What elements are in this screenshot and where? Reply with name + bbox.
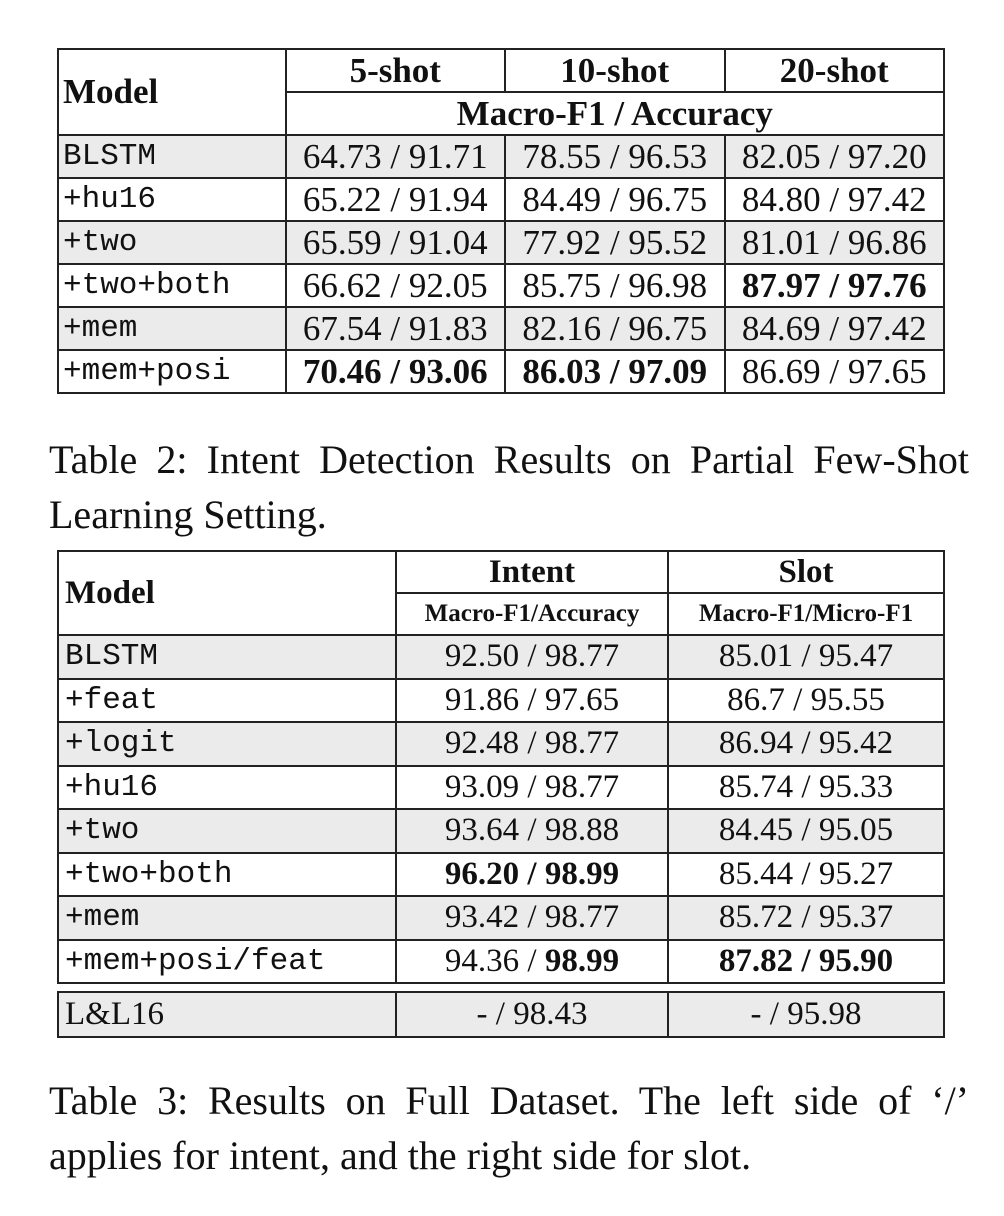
score-separator: / [601,136,629,176]
score-left: 84.45 [718,812,794,849]
model-name-cell: +mem+posi/feat [58,940,396,984]
score-cell [286,350,505,393]
score-left: 82.16 [522,308,602,348]
score-right: 95.33 [818,768,894,805]
score-cell [396,896,668,940]
score-separator: / [601,265,629,305]
score-right: 96.98 [628,265,708,305]
score-separator: / [793,768,819,805]
score-cell [505,307,724,350]
score-left: 77.92 [522,222,602,262]
score-cell [668,940,944,984]
metric-header: Macro-F1 / Accuracy [286,92,944,135]
score-left: 86.69 [741,351,821,391]
score-separator: / [381,308,409,348]
model-column-header: Model [58,49,286,135]
score-cell [668,679,944,723]
score-right: 91.83 [408,308,488,348]
slot-metric-subheader: Macro-F1/Micro-F1 [668,593,944,635]
score-right: 92.05 [408,265,488,305]
score-separator: / [820,222,848,262]
score-left: 81.01 [741,222,821,262]
table-row [58,679,944,723]
score-left: 82.05 [741,136,821,176]
model-name-cell: +logit [58,722,396,766]
score-right: 96.75 [628,179,708,219]
score-separator: / [793,725,819,762]
score-separator: / [784,681,811,718]
score-separator: / [519,725,545,762]
baseline-model: L&L16 [58,992,396,1037]
score-right: 95.47 [818,638,894,675]
score-right: 95.42 [818,725,894,762]
score-right: 91.71 [408,136,488,176]
table-row [58,635,944,679]
model-name-cell: +hu16 [58,178,286,221]
score-separator: / [793,855,819,892]
score-cell [505,264,724,307]
score-separator: / [793,638,819,675]
score-left: 85.74 [718,768,794,805]
score-left: 78.55 [522,136,602,176]
score-cell [725,221,945,264]
score-right: 95.52 [628,222,708,262]
table-row [58,722,944,766]
score-right: 98.88 [544,812,620,849]
score-right: 91.94 [408,179,488,219]
score-left: 66.62 [302,265,382,305]
score-left: 84.69 [741,308,821,348]
score-separator: / [601,351,629,391]
model-column-header: Model [58,551,396,635]
table-row [58,135,944,178]
score-right: 98.77 [544,638,620,675]
model-name-cell: +mem [58,896,396,940]
score-cell [668,896,944,940]
shot-header-20: 20-shot [725,49,945,92]
score-right: 95.37 [818,899,894,936]
model-name-cell: BLSTM [58,135,286,178]
score-separator: / [519,812,545,849]
score-left: 67.54 [302,308,382,348]
table-row [58,766,944,810]
score-right: 93.06 [408,351,488,391]
table-row [58,350,944,393]
score-cell [668,766,944,810]
score-cell [505,350,724,393]
table-3-caption: Table 3: Results on Full Dataset. The left side of ‘/’ applies for intent, and the right side for slot. [49,1078,969,1178]
table-3-header-row [58,551,944,593]
score-cell [286,221,505,264]
score-cell [396,940,668,984]
table-3 [57,550,945,984]
score-left: 85.72 [718,899,794,936]
score-left: 93.64 [444,812,520,849]
score-separator: / [793,942,819,979]
score-left: 84.80 [741,179,821,219]
score-left: 70.46 [302,351,382,391]
score-cell [396,635,668,679]
score-left: 84.49 [522,179,602,219]
score-left: 92.50 [444,638,520,675]
score-separator: / [793,812,819,849]
score-separator: / [519,855,545,892]
score-right: 96.75 [628,308,708,348]
score-separator: / [793,899,819,936]
score-separator: / [519,899,545,936]
score-cell [396,679,668,723]
score-right: 95.05 [818,812,894,849]
score-cell [725,307,945,350]
score-right: 98.77 [544,768,620,805]
score-separator: / [601,222,629,262]
shot-header-10: 10-shot [505,49,724,92]
score-separator: / [519,942,545,979]
score-left: 86.94 [718,725,794,762]
score-right: 97.76 [847,265,927,305]
score-separator: / [381,222,409,262]
score-cell [286,307,505,350]
score-cell [505,135,724,178]
score-right: 96.86 [847,222,927,262]
table-3-baseline [57,991,945,1038]
score-right: 98.99 [544,855,620,892]
score-separator: / [820,265,848,305]
baseline-slot: - / 95.98 [668,992,944,1037]
score-left: 86.03 [522,351,602,391]
table-row [58,940,944,984]
score-cell [286,264,505,307]
table-row [58,896,944,940]
table-row [58,809,944,853]
score-separator: / [519,681,545,718]
model-name-cell: +hu16 [58,766,396,810]
score-separator: / [601,308,629,348]
score-cell [286,178,505,221]
table-2-caption: Table 2: Intent Detection Results on Partial Few-Shot Learning Setting. [49,437,969,537]
table-row [58,264,944,307]
model-name-cell: +two [58,221,286,264]
score-separator: / [820,351,848,391]
score-right: 95.27 [818,855,894,892]
score-left: 64.73 [302,136,382,176]
score-separator: / [601,179,629,219]
score-left: 87.82 [718,942,794,979]
score-left: 96.20 [444,855,520,892]
model-name-cell: +two+both [58,853,396,897]
score-cell [668,853,944,897]
table-2 [57,48,945,394]
score-cell [725,264,945,307]
score-separator: / [519,768,545,805]
table-2-header-row [58,49,944,92]
score-right: 97.65 [847,351,927,391]
score-left: 93.42 [444,899,520,936]
score-cell [396,809,668,853]
score-right: 98.77 [544,725,620,762]
baseline-intent: - / 98.43 [396,992,668,1037]
model-name-cell: +mem+posi [58,350,286,393]
score-right: 95.90 [818,942,894,979]
table-row [58,178,944,221]
score-left: 94.36 [444,942,520,979]
intent-header: Intent [396,551,668,593]
score-cell [725,135,945,178]
score-left: 85.44 [718,855,794,892]
score-left: 85.01 [718,638,794,675]
score-left: 93.09 [444,768,520,805]
score-right: 91.04 [408,222,488,262]
score-right: 98.77 [544,899,620,936]
score-right: 97.20 [847,136,927,176]
score-cell [668,722,944,766]
score-separator: / [820,179,848,219]
score-right: 97.42 [847,179,927,219]
model-name-cell: BLSTM [58,635,396,679]
table-row [58,853,944,897]
table-row [58,221,944,264]
score-right: 97.42 [847,308,927,348]
baseline-row [58,992,944,1037]
score-separator: / [820,136,848,176]
model-name-cell: +feat [58,679,396,723]
score-left: 86.7 [727,681,785,718]
score-cell [668,809,944,853]
intent-metric-subheader: Macro-F1/Accuracy [396,593,668,635]
table-row [58,307,944,350]
score-separator: / [381,265,409,305]
score-right: 98.99 [544,942,620,979]
score-separator: / [820,308,848,348]
score-cell [396,766,668,810]
score-cell [286,135,505,178]
score-right: 97.09 [628,351,708,391]
score-right: 95.55 [810,681,885,718]
score-separator: / [519,638,545,675]
score-cell [396,853,668,897]
score-cell [725,350,945,393]
score-left: 92.48 [444,725,520,762]
score-left: 85.75 [522,265,602,305]
score-left: 87.97 [741,265,821,305]
score-right: 96.53 [628,136,708,176]
score-cell [396,722,668,766]
model-name-cell: +two [58,809,396,853]
score-cell [505,221,724,264]
score-separator: / [381,179,409,219]
score-cell [505,178,724,221]
table-3-body [58,635,944,983]
model-name-cell: +two+both [58,264,286,307]
score-separator: / [381,136,409,176]
score-separator: / [381,351,409,391]
slot-header: Slot [668,551,944,593]
table-2-body [58,135,944,393]
model-name-cell: +mem [58,307,286,350]
shot-header-5: 5-shot [286,49,505,92]
score-left: 65.22 [302,179,382,219]
score-left: 65.59 [302,222,382,262]
score-cell [668,635,944,679]
score-right: 97.65 [544,681,620,718]
score-left: 91.86 [444,681,520,718]
score-cell [725,178,945,221]
